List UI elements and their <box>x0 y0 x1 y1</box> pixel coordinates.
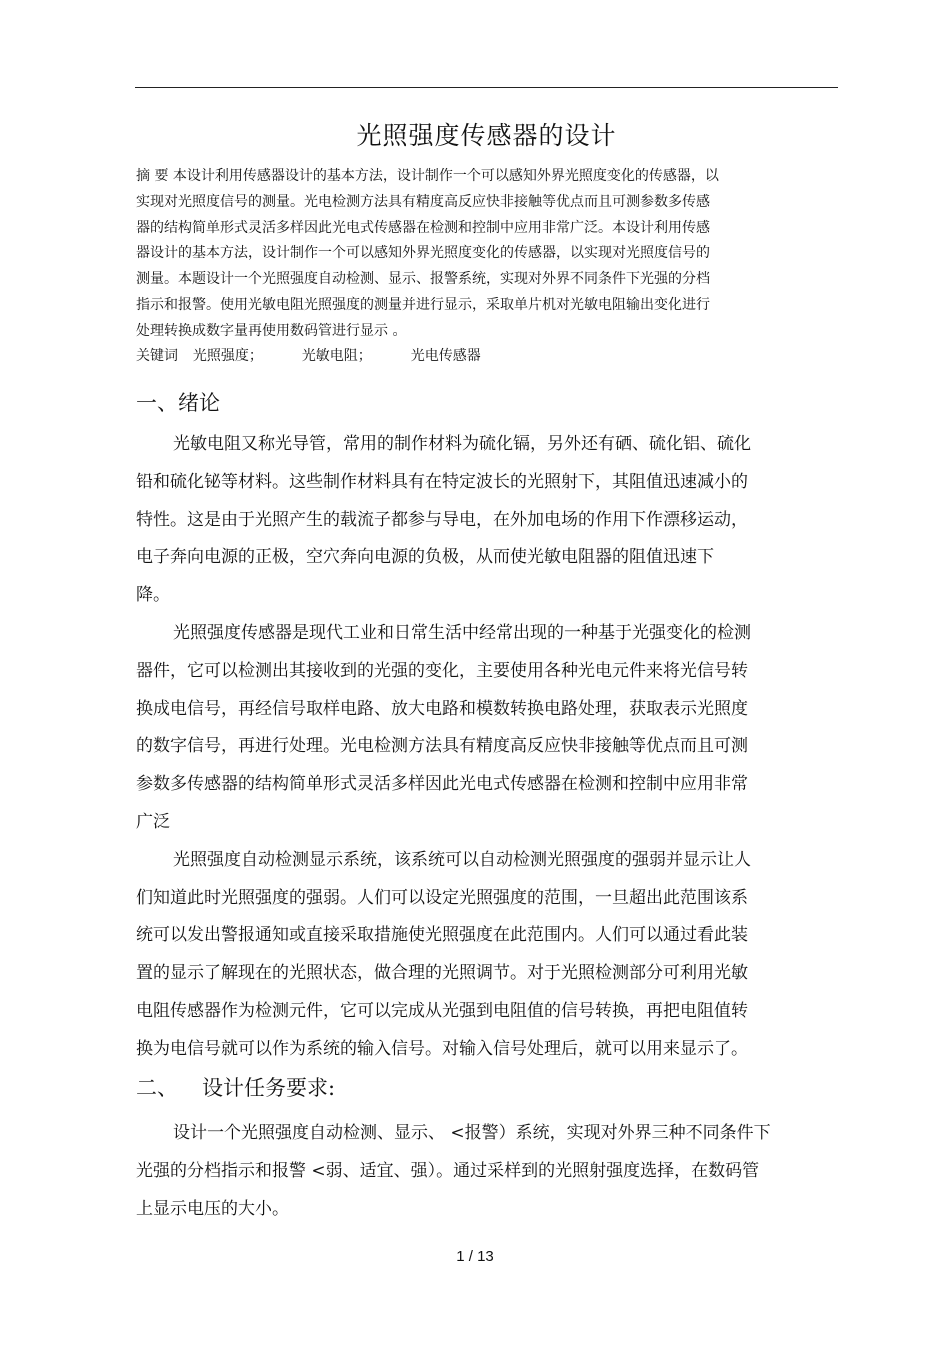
paragraph-line: 置的显示了解现在的光照状态，做合理的光照调节。对于光照检测部分可利用光敏 <box>136 963 748 984</box>
section-intro-body <box>136 426 816 1069</box>
paragraph-line: 铅和硫化铋等材料。这些制作材料具有在特定波长的光照射下，其阻值迅速减小的 <box>136 471 748 492</box>
section-requirements-body <box>136 1115 816 1228</box>
abstract-line: 处理转换成数字量再使用数码管进行显示 。 <box>136 322 407 339</box>
paragraph-line: 降。 <box>136 585 170 606</box>
paragraph-line: 们知道此时光照强度的强弱。人们可以设定光照强度的范围，一旦超出此范围该系 <box>136 887 748 908</box>
keyword-item: 光敏电阻； <box>301 348 372 364</box>
page-number: 1 / 13 <box>456 1248 494 1265</box>
paragraph-line: 器件，它可以检测出其接收到的光强的变化，主要使用各种光电元件来将光信号转 <box>136 660 748 681</box>
paragraph-line: 换为电信号就可以作为系统的输入信号。对输入信号处理后，就可以用来显示了。 <box>136 1038 748 1059</box>
section-heading-intro: 一、绪论 <box>136 391 220 415</box>
abstract-line: 测量。本题设计一个光照强度自动检测、显示、报警系统，实现对外界不同条件下光强的分档 <box>136 271 710 288</box>
abstract-line: 指示和报警。使用光敏电阻光照强度的测量并进行显示，采取单片机对光敏电阻输出变化进行 <box>136 296 710 313</box>
document-title: 光照强度传感器的设计 <box>356 121 617 150</box>
paragraph-line: 电子奔向电源的正极，空穴奔向电源的负极，从而使光敏电阻器的阻值迅速下 <box>136 547 714 568</box>
section-number: 二、 <box>136 1076 178 1100</box>
keyword-item: 光照强度； <box>192 348 263 364</box>
abstract-line: 摘 要 本设计利用传感器设计的基本方法，设计制作一个可以感知外界光照度变化的传感器，以 <box>136 168 719 184</box>
abstract <box>136 164 766 345</box>
paragraph-line: 特性。这是由于光照产生的载流子都参与导电，在外加电场的作用下作漂移运动， <box>136 509 748 530</box>
paragraph-line: 光强的分档指示和报警 <弱、适宜、强）。通过采样到的光照射强度选择，在数码管 <box>136 1160 760 1181</box>
paragraph-line: 上显示电压的大小。 <box>136 1198 289 1219</box>
abstract-line: 器设计的基本方法，设计制作一个可以感知外界光照度变化的传感器，以实现对光照度信号的 <box>136 245 710 262</box>
paragraph-line: 广泛 <box>136 811 170 832</box>
keywords <box>136 344 481 368</box>
section-heading-requirements <box>136 1073 335 1103</box>
paragraph-line: 参数多传感器的结构简单形式灵活多样因此光电式传感器在检测和控制中应用非常 <box>136 774 748 795</box>
keywords-label: 关键词 <box>136 348 178 364</box>
paragraph-line: 光照强度传感器是现代工业和日常生活中经常出现的一种基于光强变化的检测 <box>173 622 751 643</box>
paragraph-line: 的数字信号，再进行处理。光电检测方法具有精度高反应快非接触等优点而且可测 <box>136 736 748 757</box>
abstract-line: 器的结构简单形式灵活多样因此光电式传感器在检测和控制中应用非常广泛。本设计利用传感 <box>136 219 710 236</box>
paragraph-line: 光敏电阻又称光导管，常用的制作材料为硫化镉，另外还有硒、硫化铝、硫化 <box>173 434 751 454</box>
paragraph-line: 电阻传感器作为检测元件，它可以完成从光强到电阻值的信号转换，再把电阻值转 <box>136 1000 748 1021</box>
keyword-item: 光电传感器 <box>410 348 481 364</box>
paragraph-line: 换成电信号，再经信号取样电路、放大电路和模数转换电路处理，获取表示光照度 <box>136 698 748 719</box>
paragraph-line: 设计一个光照强度自动检测、显示、 <报警）系统，实现对外界三种不同条件下 <box>173 1123 771 1143</box>
paragraph-line: 光照强度自动检测显示系统，该系统可以自动检测光照强度的强弱并显示让人 <box>173 849 751 870</box>
abstract-line: 实现对光照度信号的测量。光电检测方法具有精度高反应快非接触等优点而且可测参数多传感 <box>136 193 710 210</box>
header-rule <box>135 87 838 88</box>
section-title: 设计任务要求: <box>202 1076 336 1100</box>
paragraph-line: 统可以发出警报通知或直接采取措施使光照强度在此范围内。人们可以通过看此装 <box>136 925 748 946</box>
